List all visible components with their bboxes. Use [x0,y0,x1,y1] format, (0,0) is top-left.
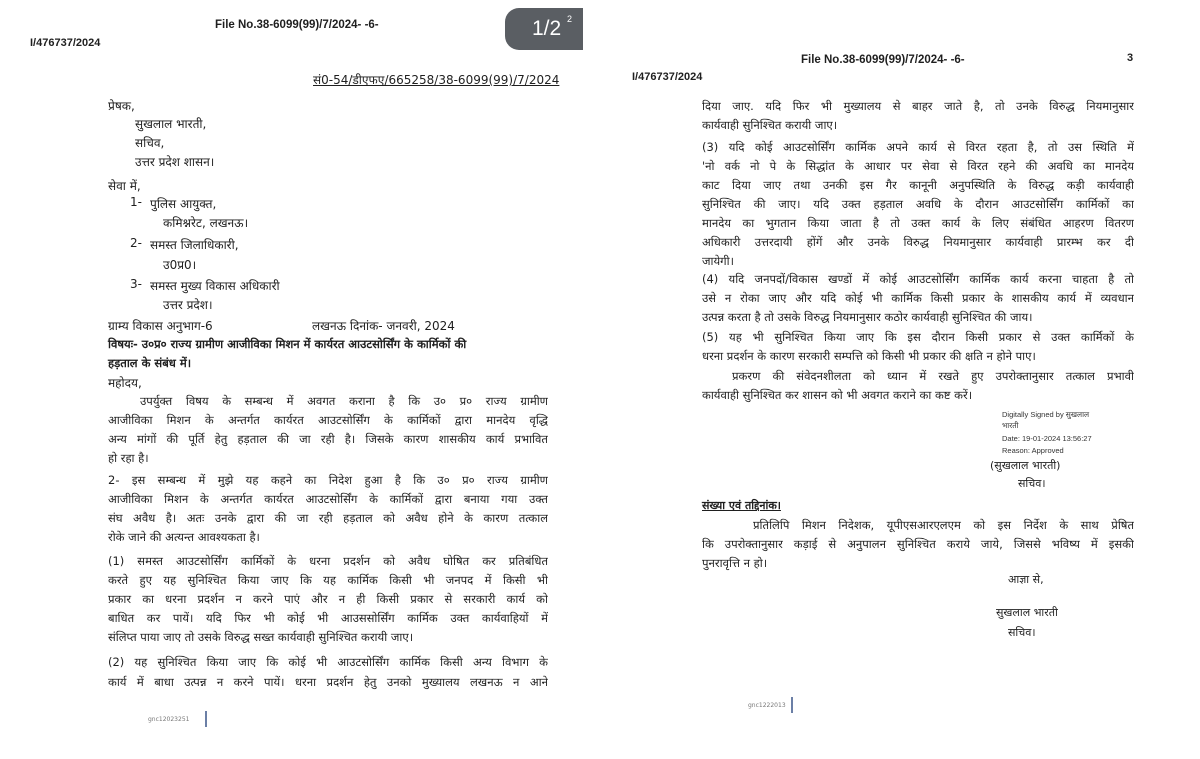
body-line: करते हुए यह सुनिश्चित किया जाए कि यह कार्मिक किसी भी जनपद में किसी भी [108,573,548,587]
sender-label: प्रेषक, [108,99,135,113]
body-line: संघ अवैध है। अतः उनके द्वारा की जा रही हड़ताल को अवैध होने के कारण तत्काल [108,511,548,525]
to-label: सेवा में, [108,179,141,193]
department: ग्राम्य विकास अनुभाग-6 [108,319,213,333]
signatory-title-2: सचिव। [1008,626,1036,639]
body-line: उसे न रोका जाए और यदि कोई भी कार्मिक किसी प्रकार के शासकीय कार्य में व्यवधान [702,291,1134,305]
letter-number: सं0-54/डीएफए/665258/38-6099(99)/7/2024 [313,73,560,87]
endorsement-line: पुनरावृत्ति न हो। [702,556,768,570]
body-line: प्रकार का धरना प्रदर्शन न करने पाएं और न ही किसी प्रकार से सरकारी कार्य को [108,592,548,606]
footer-bar [791,697,793,713]
body-line: हो रहा है। [108,451,149,465]
footer-bar [205,711,207,727]
body-line: 'नो वर्क नो पे के सिद्धांत के आधार पर सेवा से विरत रहने की अवधि का मानदेय [702,159,1134,173]
place-date: लखनऊ दिनांक- जनवरी, 2024 [312,319,455,333]
signature-reason: Reason: Approved [1002,446,1064,455]
page-counter-sup: 2 [567,14,573,24]
file-number: File No.38-6099(99)/7/2024- -6- [801,54,965,66]
subject-line-2: हड़ताल के संबंध में। [108,356,192,370]
page-counter: 1/2 [532,17,562,40]
sender-name: सुखलाल भारती, [135,117,207,131]
recipient-2-num: 2- [130,236,142,250]
signatory-name: (सुखलाल भारती) [990,459,1061,472]
footer-code: gnc1222013 [748,702,786,709]
body-line: (3) यदि कोई आउटसोर्सिंग कार्मिक अपने कार्य से विरत रहता है, तो उस स्थिति में [702,140,1134,154]
signature-line-1: Digitally Signed by सुखलाल [1002,410,1090,419]
body-line: कार्यवाही सुनिश्चित कर शासन को भी अवगत कराने का कष्ट करें। [702,388,973,402]
endorsement-line: कि उपरोक्तानुसार कड़ाई से अनुपालन सुनिश्चित कराये जाये, जिससे भविष्य में इसकी [702,537,1134,551]
recipient-3-line1: समस्त मुख्य विकास अधिकारी [150,279,280,293]
recipient-2-line1: समस्त जिलाधिकारी, [150,238,239,252]
body-line: 2- इस सम्बन्ध में मुझे यह कहने का निदेश हुआ है कि उ० प्र० राज्य ग्रामीण [108,473,548,487]
body-line: अन्य मांगों की पूर्ति हेतु हड़ताल की जा रही है। जिसके कारण शासकीय कार्य प्रभावित [108,432,548,446]
body-line: प्रकरण की संवेदनशीलता को ध्यान में रखते हुए उपरोक्तानुसार तत्काल प्रभावी [732,369,1134,383]
body-line: जायेगी। [702,254,734,268]
recipient-1-line1: पुलिस आयुक्त, [150,197,217,211]
body-line: रोके जाने की अत्यन्त आवश्यकता है। [108,530,260,544]
recipient-2-line2: उ0प्र0। [163,258,197,272]
file-number: File No.38-6099(99)/7/2024- -6- [215,19,379,31]
body-line: संलिप्त पाया जाए तो उसके विरुद्ध सख्त कार्यवाही सुनिश्चित करायी जाए। [108,630,414,644]
body-line: दिया जाए. यदि फिर भी मुख्यालय से बाहर जाते है, तो उनके विरुद्ध नियमानुसार [702,99,1134,113]
body-line: कार्य में बाधा उत्पन्न न करने पायें। धरना प्रदर्शन हेतु उनको मुख्यालय लखनऊ न आने [108,675,548,689]
page-counter-badge [505,8,583,50]
recipient-3-line2: उत्तर प्रदेश। [163,298,213,312]
document-page-left [0,0,590,759]
reference-number: I/476737/2024 [30,37,101,49]
body-line: (5) यह भी सुनिश्चित किया जाए कि इस दौरान किसी प्रकार से उक्त कार्मिकों के [702,330,1134,344]
page-number: 3 [1127,52,1134,64]
body-line: अधिकारी उत्तरदायी होंगें और उनके विरुद्ध नियमानुसार कार्यवाही प्रारम्भ कर दी [702,235,1134,249]
sender-designation: सचिव, [135,136,165,150]
body-line: उत्पन्न करता है तो उसके विरुद्ध नियमानुसार कठोर कार्यवाही सुनिश्चित की जाय। [702,310,1033,324]
body-line: सुनिश्चित की जाए। यदि उक्त हड़ताल अवधि के दौरान आउटसोर्सिंग कार्मिकों का [702,197,1134,211]
reference-number: I/476737/2024 [632,71,703,83]
document-page-right [608,0,1200,759]
signatory-name-2: सुखलाल भारती [996,606,1058,619]
body-line: आजीविका मिशन के अन्तर्गत कार्यरत आउटसोर्सिंग के कार्मिकों द्वारा मानदेय वृद्धि [108,413,548,427]
body-line: धरना प्रदर्शन के कारण सरकारी सम्पत्ति को किसी भी प्रकार की क्षति न होने पाए। [702,349,1036,363]
body-line: बाधित कर पायें। यदि फिर भी कोई भी आउससोर्सिंग कार्मिक उक्त कार्यवाहियों में [108,611,548,625]
salutation: महोदय, [108,376,142,390]
body-line: मानदेय का भुगतान किया जाता है तो उक्त कार्य के लिए संबंधित आहरण वितरण [702,216,1134,230]
footer-code: gnc12023251 [148,716,190,723]
endorsement-line: प्रतिलिपि मिशन निदेशक, यूपीएसआरएलएम को इस निर्देश के साथ प्रेषित [753,518,1134,532]
signature-date: Date: 19-01-2024 13:56:27 [1002,434,1092,443]
body-line: (2) यह सुनिश्चित किया जाए कि कोई भी आउटसोर्सिंग कार्मिक किसी अन्य विभाग के [108,655,548,669]
signatory-title: सचिव। [1018,477,1046,490]
body-line: (1) समस्त आउटसोर्सिंग कार्मिकों के धरना प्रदर्शन को अवैध घोषित कर प्रतिबंधित [108,554,548,568]
recipient-1-line2: कमिश्नरेट, लखनऊ। [163,216,249,230]
body-line: काट दिया जाए तथा उनकी इस गैर कानूनी अनुपस्थिति के विरुद्ध कड़ी कार्यवाही [702,178,1134,192]
sender-office: उत्तर प्रदेश शासन। [135,155,215,169]
recipient-3-num: 3- [130,277,142,291]
by-order: आज्ञा से, [1008,573,1044,586]
body-line: उपर्युक्त विषय के सम्बन्ध में अवगत कराना है कि उ० प्र० राज्य ग्रामीण [140,394,548,408]
subject-line-1: विषयः- उ०प्र० राज्य ग्रामीण आजीविका मिशन में कार्यरत आउटसोर्सिंग के कार्मिकों की [108,337,467,351]
signature-line-2: भारती [1002,421,1019,430]
body-line: (4) यदि जनपदों/विकास खण्डों में कोई आउटसोर्सिंग कार्मिक कार्य करना चाहता है तो [702,272,1134,286]
endorsement-heading: संख्या एवं तद्दिनांक। [702,499,781,512]
body-line: कार्यवाही सुनिश्चित करायी जाए। [702,118,838,132]
body-line: आजीविका मिशन के अन्तर्गत कार्यरत आउटसोर्सिंग के कार्मिकों द्वारा बनाया गया उक्त [108,492,548,506]
recipient-1-num: 1- [130,195,142,209]
